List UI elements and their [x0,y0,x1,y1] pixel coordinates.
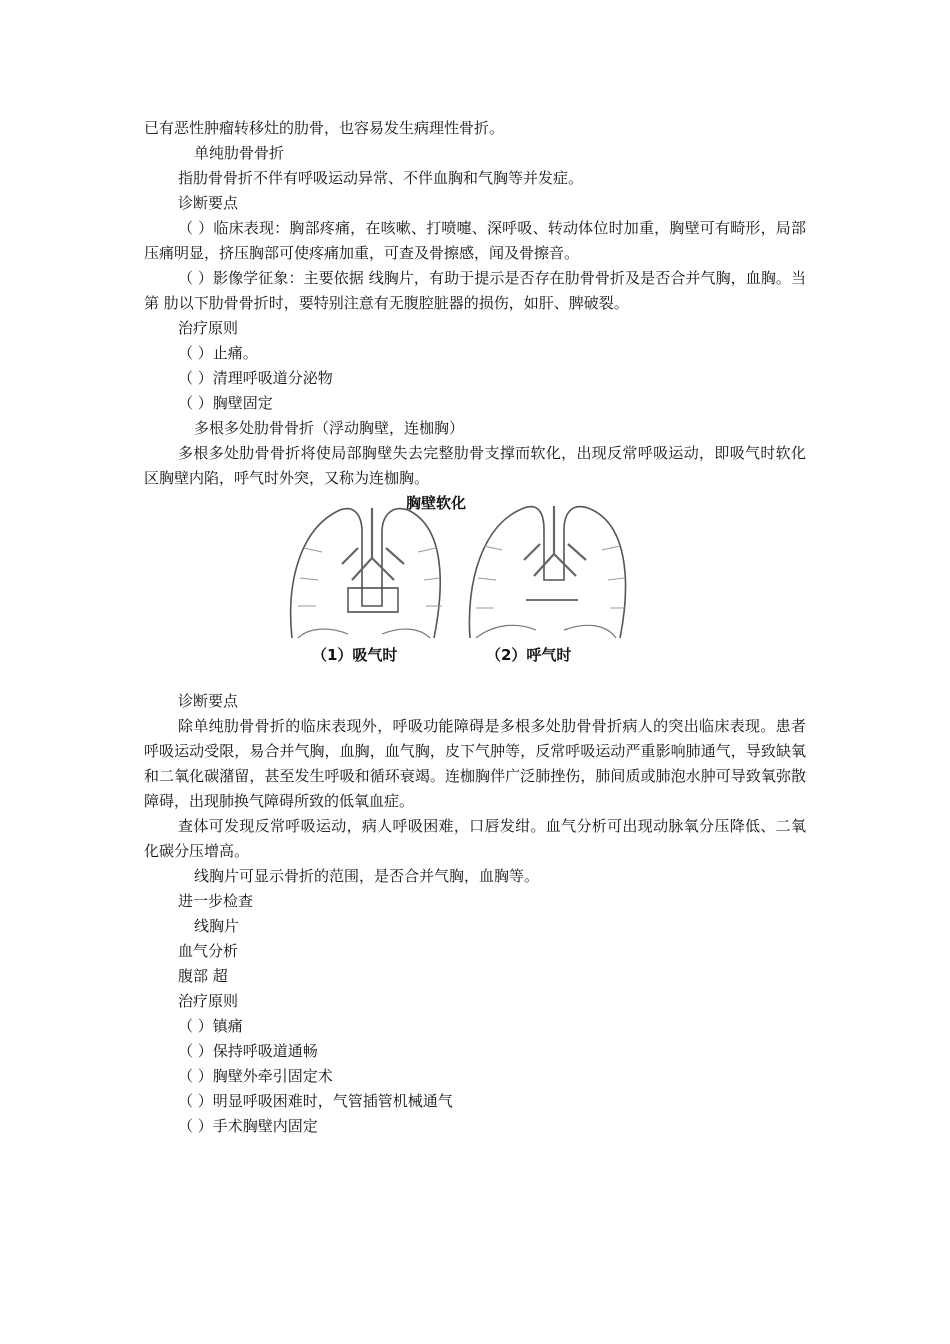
list-item: （ ）明显呼吸困难时，气管插管机械通气 [178,1092,453,1110]
list-item: （ ）清理呼吸道分泌物 [178,369,333,387]
subheading: 诊断要点 [178,194,239,212]
list-item: 腹部 超 [178,967,228,985]
chest-wall-figure [278,488,678,670]
figure-caption-inspiration: （1）吸气时 [312,646,398,664]
paragraph: （ ）影像学征象：主要依据 线胸片，有助于提示是否存在肋骨骨折及是否合并气胸，血胸。当第 肋以下肋骨骨折时，要特别注意有无腹腔脏器的损伤，如肝、脾破裂。 [144,269,806,312]
expiration-lung-icon [469,506,626,638]
subheading: 进一步检查 [178,892,254,910]
list-item: （ ）胸壁外牵引固定术 [178,1067,333,1085]
list-item: （ ）胸壁固定 [178,394,273,412]
lung-illustration [278,488,678,670]
paragraph: 多根多处肋骨骨折将使局部胸壁失去完整肋骨支撑而软化，出现反常呼吸运动，即吸气时软化区胸壁内陷，呼气时外突，又称为连枷胸。 [144,444,806,487]
section-heading: 单纯肋骨骨折 [194,144,285,162]
list-item: （ ）止痛。 [178,344,258,362]
list-item: （ ）镇痛 [178,1017,243,1035]
list-item: 线胸片 [194,917,240,935]
paragraph: 除单纯肋骨骨折的临床表现外，呼吸功能障碍是多根多处肋骨骨折病人的突出临床表现。患者呼吸运动受限，易合并气胸，血胸，血气胸，皮下气肿等，反常呼吸运动严重影响肺通气，导致缺氧和二氧化碳潴留，甚至发生呼吸和循环衰竭。连枷胸伴广泛肺挫伤，肺间质或肺泡水肿可导致氧弥散障碍，出现肺换气障碍所致的低氧血症。 [144,717,806,810]
section-heading: 多根多处肋骨骨折（浮动胸壁，连枷胸） [194,419,465,437]
text-line: 指肋骨骨折不伴有呼吸运动异常、不伴血胸和气胸等并发症。 [178,169,584,187]
inspiration-lung-icon [291,508,442,638]
paragraph: （ ）临床表现：胸部疼痛，在咳嗽、打喷嚏、深呼吸、转动体位时加重，胸壁可有畸形，局部压痛明显，挤压胸部可使疼痛加重，可查及骨擦感，闻及骨擦音。 [144,219,806,262]
list-item: 血气分析 [178,942,239,960]
paragraph: 查体可发现反常呼吸运动，病人呼吸困难，口唇发绀。血气分析可出现动脉氧分压降低、二氧化碳分压增高。 [144,817,806,860]
subheading: 诊断要点 [178,692,239,710]
list-item: （ ）手术胸壁内固定 [178,1117,318,1135]
figure-title: 胸壁软化 [406,494,467,512]
text-line: 线胸片可显示骨折的范围，是否合并气胸，血胸等。 [194,867,540,885]
subheading: 治疗原则 [178,319,239,337]
figure-caption-expiration: （2）呼气时 [486,646,572,664]
text-line: 已有恶性肿瘤转移灶的肋骨，也容易发生病理性骨折。 [144,119,505,137]
list-item: （ ）保持呼吸道通畅 [178,1042,318,1060]
subheading: 治疗原则 [178,992,239,1010]
